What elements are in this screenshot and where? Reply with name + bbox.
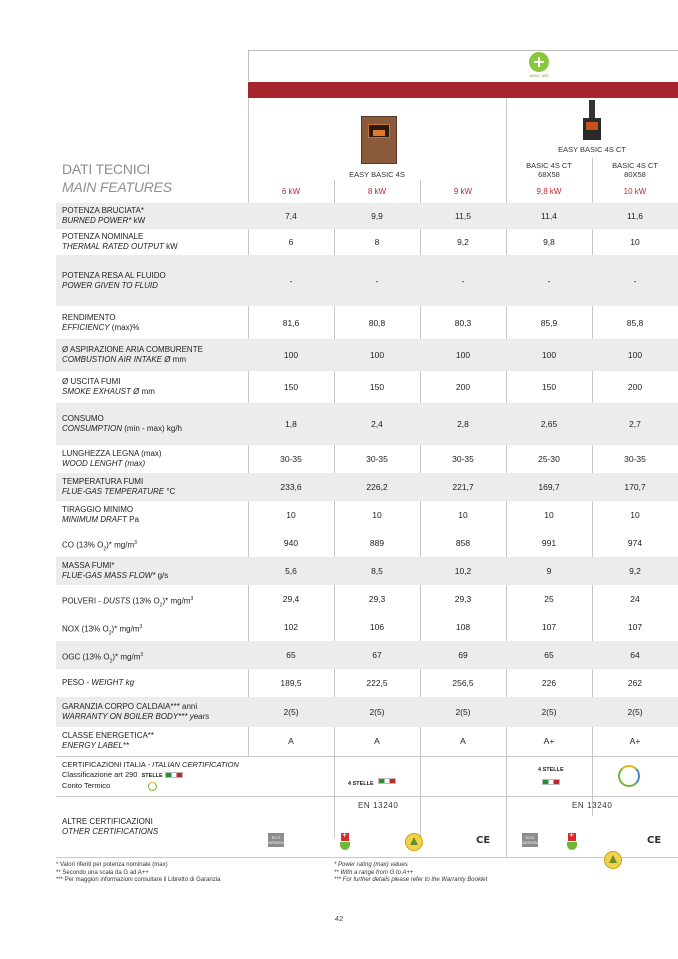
row-label	[62, 345, 203, 365]
row-label	[62, 561, 168, 581]
aria-badge	[527, 52, 551, 78]
row-label-it: CLASSE ENERGETICA**	[62, 731, 155, 740]
ce-mark-icon: CE	[647, 835, 662, 846]
cell-value: 8,5	[371, 566, 383, 576]
cell-value: 8	[374, 237, 380, 247]
cert-italy-label-en: ITALIAN CERTIFICATION	[152, 760, 239, 769]
row-label	[62, 678, 134, 688]
cell-value: 30-35	[280, 454, 302, 464]
subscript-2: 2	[159, 602, 163, 609]
conto-termico-icon	[148, 782, 157, 791]
row-unit: mm	[139, 387, 155, 396]
row-label-en: WOOD LENGHT (max)	[62, 459, 146, 468]
table-row	[56, 229, 678, 255]
row-unit: kW	[163, 242, 178, 251]
row-label-en-line	[62, 741, 154, 751]
row-label-en: FLUE-GAS TEMPERATURE	[62, 487, 165, 496]
row-label-en-line	[62, 424, 182, 434]
row-unit: (max)%	[109, 323, 140, 332]
row-label-it: Ø ASPIRAZIONE ARIA COMBURENTE	[62, 345, 203, 354]
row-label-en: COMBUSTION AIR INTAKE Ø	[62, 355, 171, 364]
superscript-3: 3	[190, 596, 194, 602]
row-label-en: BURNED POWER*	[62, 216, 132, 225]
cell-value: 25	[544, 594, 554, 604]
standard-group1: EN 13240	[358, 801, 399, 810]
row-label	[62, 414, 182, 434]
row-label	[62, 650, 143, 666]
cell-value: 100	[541, 350, 557, 360]
col5-header	[592, 161, 678, 179]
table-row	[56, 529, 678, 557]
cell-value: 108	[455, 622, 471, 632]
subscript-2: 2	[109, 658, 113, 665]
row-label	[62, 377, 155, 397]
row-unit: )* mg/m	[106, 540, 135, 550]
row-label-it: CO (13% O	[62, 540, 104, 550]
table-row	[56, 557, 678, 585]
row-unit: °C	[164, 487, 176, 496]
group2-name: EASY BASIC 4S CT	[558, 145, 626, 154]
row-label-en: WEIGHT kg	[91, 678, 135, 687]
power-kw-5: 10 kW	[623, 187, 647, 196]
cell-value: 24	[630, 594, 640, 604]
cell-value: 9,2	[457, 237, 469, 247]
row-unit: Pa	[126, 515, 139, 524]
cell-value: 2(5)	[627, 707, 643, 717]
stelle-label: STELLE	[141, 773, 163, 779]
conto-termico-badge-icon	[618, 765, 640, 787]
cell-value: 10,2	[454, 566, 472, 576]
row-label	[62, 477, 175, 497]
cell-value: 100	[455, 350, 471, 360]
row-label-it: TIRAGGIO MINIMO	[62, 505, 134, 514]
page-title	[62, 160, 172, 196]
row-label-it: POTENZA RESA AL FLUIDO	[62, 271, 166, 280]
cell-value: 233,6	[280, 482, 302, 492]
row-unit: (min - max) kg/h	[122, 424, 183, 433]
cell-value: -	[289, 276, 293, 286]
cell-value: 80,3	[454, 318, 472, 328]
cell-value: 7,4	[285, 211, 297, 221]
cell-value: 10	[630, 510, 640, 520]
cell-value: 106	[369, 622, 385, 632]
cell-value: 65	[286, 650, 296, 660]
cell-value: 2(5)	[455, 707, 471, 717]
table-row	[56, 473, 678, 501]
cell-value: 974	[627, 538, 643, 548]
row-label-en-line	[62, 216, 145, 226]
table-row	[56, 371, 678, 403]
ecodesign-icon: ECO DESIGN	[522, 835, 538, 845]
table-row	[56, 255, 678, 306]
row-label-en: ENERGY LABEL**	[62, 741, 129, 750]
col5-size: 80X58	[624, 170, 646, 179]
row-label-it: PESO -	[62, 678, 92, 687]
table-header-frame	[248, 50, 678, 81]
row-label-en-line	[62, 571, 168, 581]
row-label-en: FLUE-GAS MASS FLOW*	[62, 571, 156, 580]
notes-en	[334, 862, 487, 885]
cell-value: 262	[627, 678, 643, 688]
cell-value: 30-35	[452, 454, 474, 464]
note-it-3: *** Per maggiori informazioni consultare il Libretto di Garanzia	[56, 877, 221, 883]
ecodesign-icon: ECO DESIGN	[268, 835, 284, 845]
cell-value: 2,7	[629, 419, 641, 429]
cell-value: 102	[283, 622, 299, 632]
power-kw-4: 9,8 kW	[536, 187, 562, 196]
cell-value: 11,5	[455, 211, 471, 221]
note-en-1: * Power rating (max) values	[334, 862, 408, 868]
row-unit: g/s	[155, 571, 169, 580]
cell-value: 200	[627, 382, 643, 392]
conto-termico: Conto Termico	[62, 781, 111, 790]
row-label-it: CONSUMO	[62, 414, 104, 423]
cell-value: 64	[630, 650, 640, 660]
ce-mark-icon: CE	[476, 835, 491, 846]
notes-it	[56, 862, 220, 885]
cell-value: A	[374, 736, 380, 746]
cell-value: 1,8	[285, 419, 297, 429]
swiss-cert-icon	[566, 833, 578, 849]
cell-value: 2,8	[457, 419, 469, 429]
row-label	[62, 505, 139, 525]
row-label-it: MASSA FUMI*	[62, 561, 115, 570]
row-label-it: GARANZIA CORPO CALDAIA*** anni	[62, 702, 198, 711]
cell-value: 65	[544, 650, 554, 660]
row-label-en-line	[62, 323, 139, 333]
aria-badge-label: ARIA · ARI	[529, 73, 549, 78]
cell-value: 6	[288, 237, 294, 247]
cell-value: 29,3	[454, 594, 472, 604]
cell-value: 30-35	[624, 454, 646, 464]
row-label-it: Ø USCITA FUMI	[62, 377, 121, 386]
cell-value: 991	[541, 538, 557, 548]
cell-value: 10	[458, 510, 468, 520]
col5-name: BASIC 4S CT	[612, 161, 658, 170]
subscript-2: 2	[108, 630, 112, 637]
power-kw-2: 8 kW	[367, 187, 387, 196]
cell-value: 9	[546, 566, 552, 576]
cell-value: 11,6	[627, 211, 643, 221]
cell-value: 2,65	[540, 419, 558, 429]
row-label-it: POTENZA NOMINALE	[62, 232, 144, 241]
col4-name: BASIC 4S CT	[526, 161, 572, 170]
table-row	[56, 339, 678, 371]
italy-flag-icon	[165, 772, 183, 778]
row-label	[62, 538, 137, 554]
swiss-cert-icon	[339, 833, 351, 849]
row-unit: mm	[170, 355, 187, 364]
row-label-en: DUSTS	[103, 596, 131, 606]
group1-name: EASY BASIC 4S	[349, 170, 405, 179]
cell-value: A	[460, 736, 466, 746]
superscript-3: 3	[140, 652, 144, 658]
row-label-it: RENDIMENTO	[62, 313, 116, 322]
cell-value: 858	[455, 538, 471, 548]
cell-value: 150	[369, 382, 385, 392]
other-cert-it: ALTRE CERTIFICAZIONI	[62, 817, 153, 826]
row-label-en: WARRANTY ON BOILER BODY*** years	[62, 712, 210, 721]
cell-value: 85,9	[540, 318, 558, 328]
cell-value: 9,9	[371, 211, 383, 221]
superscript-3: 3	[139, 624, 143, 630]
row-label-it: NOX (13% O	[62, 624, 109, 634]
cell-value: 10	[630, 237, 640, 247]
row-label	[62, 622, 142, 638]
row-label	[62, 313, 139, 333]
cell-value: 226,2	[366, 482, 388, 492]
row-label-en: CONSUMPTION	[62, 424, 122, 433]
cell-value: 2(5)	[541, 707, 557, 717]
table-row	[56, 306, 678, 339]
cell-value: 256,5	[452, 678, 474, 688]
quality-cert-icon	[604, 851, 622, 869]
cell-value: 169,7	[538, 482, 560, 492]
table-row	[56, 585, 678, 613]
cell-value: 889	[369, 538, 385, 548]
quality-cert-icon	[405, 833, 423, 851]
cell-value: 10	[286, 510, 296, 520]
page-number: 42	[334, 914, 344, 923]
stove-image-easy-basic-4s-ct	[583, 118, 601, 140]
row-label: POLVERI - DUSTS (13% $O_2)*$ $mg/m^3$	[62, 596, 194, 609]
table-row	[56, 697, 678, 727]
cell-value: 170,7	[624, 482, 646, 492]
cell-value: 81,6	[282, 318, 300, 328]
cell-value: 11,4	[541, 211, 557, 221]
cell-value: 29,4	[282, 594, 300, 604]
row-label	[62, 702, 209, 722]
row-label-it: OGC (13% O	[62, 652, 110, 662]
cell-value: 9,8	[543, 237, 555, 247]
cell-value: 25-30	[538, 454, 560, 464]
row-label-en-line	[62, 487, 175, 497]
red-band	[248, 82, 678, 98]
power-kw-3: 9 kW	[453, 187, 473, 196]
table-row	[56, 501, 678, 529]
row-label-en: SMOKE EXHAUST Ø	[62, 387, 140, 396]
table-row	[56, 641, 678, 669]
col4-size: 68X58	[538, 170, 560, 179]
standard-group2: EN 13240	[572, 801, 613, 810]
row-unit: kW	[131, 216, 146, 225]
note-en-3: *** For further details please refer to the Warranty Booklet	[334, 877, 488, 883]
cell-value: 30-35	[366, 454, 388, 464]
cell-value: 67	[372, 650, 382, 660]
stars-group1: 4 STELLE	[348, 781, 374, 787]
cell-value: 2(5)	[283, 707, 299, 717]
row-label	[62, 232, 178, 252]
cell-value: -	[375, 276, 379, 286]
row-label-en-line	[62, 459, 162, 469]
note-en-2: ** With a range from G to A++	[334, 869, 414, 876]
cell-value: 2,4	[371, 419, 383, 429]
title-en: MAIN FEATURES	[62, 179, 172, 195]
row-label-en-line	[62, 355, 203, 365]
table-row	[56, 203, 678, 229]
cell-value: 29,3	[368, 594, 386, 604]
cell-value: 107	[541, 622, 557, 632]
cell-value: 150	[283, 382, 299, 392]
col4-header	[506, 161, 592, 179]
cell-value: 200	[455, 382, 471, 392]
row-label-en: EFFICIENCY	[62, 323, 110, 332]
row-label	[62, 731, 154, 751]
cell-value: 69	[458, 650, 468, 660]
row-label-en-line	[62, 242, 178, 252]
italy-flag-icon	[378, 778, 396, 784]
cell-value: A+	[543, 736, 555, 746]
table-row	[56, 613, 678, 641]
row-unit: (13% O	[130, 596, 160, 606]
cert-italy-row	[56, 756, 678, 796]
cell-value: 9,2	[629, 566, 641, 576]
cell-value: 221,7	[452, 482, 474, 492]
row-label-en-line	[62, 387, 155, 397]
row-label-it: TEMPERATURA FUMI	[62, 477, 144, 486]
cell-value: A	[288, 736, 294, 746]
cell-value: -	[547, 276, 551, 286]
row-label-en: POWER GIVEN TO FLUID	[62, 281, 158, 290]
stove-image-easy-basic-4s	[361, 116, 397, 164]
cell-value: A+	[629, 736, 641, 746]
cell-value: 10	[372, 510, 382, 520]
row-label	[62, 206, 145, 226]
table-row	[56, 445, 678, 473]
row-label-en-line	[62, 515, 139, 525]
row-label	[62, 271, 166, 291]
cell-value: 80,8	[368, 318, 386, 328]
subscript-2: 2	[103, 546, 107, 553]
row-label-it: POLVERI -	[62, 596, 104, 606]
row-label-en: THERMAL RATED OUTPUT	[62, 242, 164, 251]
cert-italy-label-it: CERTIFICAZIONI ITALIA -	[62, 760, 153, 769]
italy-flag-icon	[542, 779, 560, 785]
cell-value: 226	[541, 678, 557, 688]
superscript-3: 3	[134, 540, 137, 546]
table-row	[56, 403, 678, 445]
cell-value: 940	[283, 538, 299, 548]
table-row	[56, 727, 678, 755]
title-it: DATI TECNICI	[62, 161, 151, 177]
note-it-2: ** Secondo una scala da G ad A++	[56, 869, 149, 876]
cell-value: 5,6	[285, 566, 297, 576]
table-row	[56, 669, 678, 697]
row-label	[62, 449, 162, 469]
power-kw-1: 6 kW	[281, 187, 301, 196]
cert-art290: Classificazione art 290	[62, 770, 138, 779]
cell-value: 150	[541, 382, 557, 392]
cell-value: 107	[627, 622, 643, 632]
cell-value: 85,8	[626, 318, 644, 328]
cell-value: 189,5	[280, 678, 302, 688]
cell-value: -	[461, 276, 465, 286]
row-label-it: POTENZA BRUCIATA*	[62, 206, 144, 215]
cell-value: 222,5	[366, 678, 388, 688]
cell-value: 10	[544, 510, 554, 520]
row-label-it: LUNGHEZZA LEGNA (max)	[62, 449, 162, 458]
cell-value: 100	[627, 350, 643, 360]
row-label-en: MINIMUM DRAFT	[62, 515, 127, 524]
aria-badge-icon	[529, 52, 549, 72]
other-cert-en: OTHER CERTIFICATIONS	[62, 827, 159, 836]
cell-value: 100	[369, 350, 385, 360]
row-unit: )* mg/m	[111, 624, 140, 634]
cell-value: 100	[283, 350, 299, 360]
cell-value: -	[633, 276, 637, 286]
cell-value: 2(5)	[369, 707, 385, 717]
stars-group2: 4 STELLE	[538, 767, 564, 773]
row-label-en-line	[62, 712, 209, 722]
row-unit: )* mg/m	[112, 652, 141, 662]
row-label-en-line	[62, 281, 166, 291]
note-it-1: * Valori riferiti per potenza nominale (max)	[56, 862, 168, 868]
